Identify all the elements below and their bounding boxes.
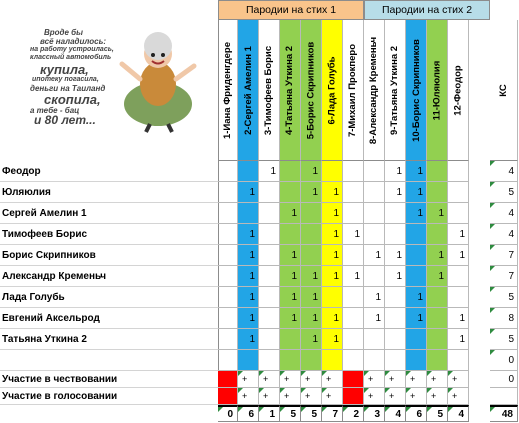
score-cell[interactable]: 1	[406, 308, 427, 329]
participation-cell[interactable]: +	[385, 388, 406, 405]
score-cell[interactable]: 1	[301, 182, 322, 203]
score-cell[interactable]: 1	[238, 182, 259, 203]
participation-cell[interactable]	[218, 388, 238, 405]
participation-cell[interactable]: +	[280, 371, 301, 388]
column-header-label: 3-Тимофеев Борис	[263, 45, 275, 135]
column-total: 4	[448, 405, 469, 422]
row-label	[0, 350, 218, 371]
score-cell[interactable]: 1	[322, 203, 343, 224]
logo-caption-line: Вроде бы	[44, 28, 83, 37]
score-cell[interactable]	[343, 161, 364, 182]
score-cell[interactable]	[218, 245, 238, 266]
score-cell[interactable]: 4	[490, 224, 518, 245]
score-cell[interactable]: 1	[238, 308, 259, 329]
comment-flag-icon	[238, 407, 243, 412]
participation-cell[interactable]: +	[427, 388, 448, 405]
score-cell[interactable]: 1	[280, 308, 301, 329]
comment-flag-icon	[490, 245, 495, 250]
column-total: 4	[385, 405, 406, 422]
score-cell[interactable]: 1	[406, 161, 427, 182]
score-cell[interactable]	[385, 308, 406, 329]
score-cell[interactable]	[385, 350, 406, 371]
comment-flag-icon	[406, 371, 411, 376]
score-cell[interactable]: 1	[280, 203, 301, 224]
participation-cell[interactable]: +	[259, 371, 280, 388]
column-header	[427, 20, 448, 161]
column-header	[280, 20, 301, 161]
score-cell[interactable]: 5	[490, 182, 518, 203]
score-cell[interactable]	[343, 287, 364, 308]
score-cell[interactable]	[218, 329, 238, 350]
score-cell[interactable]	[238, 161, 259, 182]
score-cell[interactable]	[448, 203, 469, 224]
comment-flag-icon	[490, 182, 495, 187]
score-cell[interactable]	[448, 161, 469, 182]
score-cell[interactable]	[301, 203, 322, 224]
participation-cell[interactable]: +	[238, 371, 259, 388]
comment-flag-icon	[448, 407, 453, 412]
score-cell[interactable]	[280, 182, 301, 203]
participation-cell[interactable]: +	[322, 371, 343, 388]
score-cell[interactable]	[218, 182, 238, 203]
score-cell[interactable]	[322, 161, 343, 182]
column-header	[448, 20, 469, 161]
comment-flag-icon	[490, 203, 495, 208]
column-header	[385, 20, 406, 161]
score-cell[interactable]: 5	[490, 329, 518, 350]
comment-flag-icon	[259, 371, 264, 376]
score-cell[interactable]	[427, 350, 448, 371]
score-cell[interactable]	[259, 203, 280, 224]
score-cell[interactable]: 1	[280, 287, 301, 308]
score-cell[interactable]	[322, 350, 343, 371]
participation-row-label: Участие в чествовании	[0, 371, 218, 388]
comment-flag-icon	[490, 407, 495, 412]
score-cell[interactable]	[427, 329, 448, 350]
comment-flag-icon	[427, 407, 432, 412]
column-header-label: 6-Лада Голубь	[326, 56, 338, 124]
score-cell[interactable]	[385, 287, 406, 308]
comment-flag-icon	[280, 407, 285, 412]
column-total: 3	[364, 405, 385, 422]
participation-cell[interactable]: +	[406, 388, 427, 405]
score-cell[interactable]	[322, 287, 343, 308]
participation-row-label: Участие в голосовании	[0, 388, 218, 405]
score-cell[interactable]	[259, 287, 280, 308]
score-cell[interactable]: 1	[322, 308, 343, 329]
score-cell[interactable]	[343, 308, 364, 329]
score-cell[interactable]	[218, 224, 238, 245]
score-cell[interactable]	[218, 287, 238, 308]
score-cell[interactable]: 1	[343, 266, 364, 287]
score-cell[interactable]	[238, 203, 259, 224]
score-cell[interactable]: 5	[490, 287, 518, 308]
row-label: Юляюлия	[0, 182, 218, 203]
score-cell[interactable]	[364, 182, 385, 203]
comment-flag-icon	[364, 407, 369, 412]
score-cell[interactable]	[385, 329, 406, 350]
score-cell[interactable]: 1	[385, 161, 406, 182]
logo-caption-line: деньги на Таиланд	[30, 84, 106, 93]
participation-cell[interactable]: +	[238, 388, 259, 405]
comment-flag-icon	[490, 329, 495, 334]
column-header	[364, 20, 385, 161]
comment-flag-icon	[218, 407, 223, 412]
comment-flag-icon	[301, 371, 306, 376]
score-cell[interactable]	[280, 350, 301, 371]
score-cell[interactable]: 1	[343, 224, 364, 245]
column-header-label: КС	[497, 83, 509, 97]
participation-cell[interactable]: +	[364, 371, 385, 388]
column-total: 5	[280, 405, 301, 422]
column-header	[343, 20, 364, 161]
score-cell[interactable]: 7	[490, 266, 518, 287]
score-cell[interactable]: 1	[238, 224, 259, 245]
score-cell[interactable]	[427, 308, 448, 329]
row-label: Сергей Амелин 1	[0, 203, 218, 224]
score-cell[interactable]	[385, 203, 406, 224]
comment-flag-icon	[259, 407, 264, 412]
score-cell[interactable]: 1	[448, 308, 469, 329]
score-cell[interactable]	[427, 287, 448, 308]
comment-flag-icon	[490, 287, 495, 292]
column-total: 6	[406, 405, 427, 422]
score-cell[interactable]	[448, 350, 469, 371]
score-cell[interactable]	[301, 350, 322, 371]
row-label: Татьяна Уткина 2	[0, 329, 218, 350]
participation-cell[interactable]: +	[448, 371, 469, 388]
participation-total	[490, 388, 518, 405]
score-cell[interactable]	[406, 350, 427, 371]
score-cell[interactable]: 1	[448, 329, 469, 350]
participation-cell[interactable]: +	[427, 371, 448, 388]
group-header-verse-2: Пародии на стих 2	[364, 0, 490, 20]
column-header	[218, 20, 238, 161]
column-total: 1	[259, 405, 280, 422]
score-cell[interactable]	[427, 182, 448, 203]
row-label: Евгений Аксельрод	[0, 308, 218, 329]
participation-cell[interactable]	[218, 371, 238, 388]
score-cell[interactable]	[259, 266, 280, 287]
score-cell[interactable]: 1	[238, 245, 259, 266]
score-cell[interactable]	[343, 245, 364, 266]
score-cell[interactable]	[218, 203, 238, 224]
column-header-label: 1-Иана Фриденгдере	[222, 41, 233, 139]
row-label: Александр Кременьч	[0, 266, 218, 287]
score-cell[interactable]	[427, 161, 448, 182]
column-total: 2	[343, 405, 364, 422]
score-cell[interactable]	[343, 203, 364, 224]
score-cell[interactable]	[259, 182, 280, 203]
score-cell[interactable]: 1	[259, 161, 280, 182]
participation-cell[interactable]: +	[322, 388, 343, 405]
comment-flag-icon	[406, 407, 411, 412]
score-cell[interactable]	[406, 245, 427, 266]
column-header-label: 11-Юляюлия	[431, 60, 443, 120]
score-cell[interactable]	[364, 203, 385, 224]
score-cell[interactable]	[343, 329, 364, 350]
score-cell[interactable]	[280, 161, 301, 182]
participation-cell[interactable]: +	[301, 371, 322, 388]
score-cell[interactable]: 1	[427, 266, 448, 287]
comment-flag-icon	[238, 388, 243, 393]
column-header	[301, 20, 322, 161]
score-cell[interactable]: 4	[490, 203, 518, 224]
column-total: 0	[218, 405, 238, 422]
comment-flag-icon	[427, 371, 432, 376]
score-cell[interactable]: 1	[427, 203, 448, 224]
column-header-label: 9-Татьяна Уткина 2	[389, 45, 401, 135]
participation-cell[interactable]: +	[406, 371, 427, 388]
participation-cell[interactable]: +	[385, 371, 406, 388]
score-cell[interactable]: 4	[490, 161, 518, 182]
row-label: Лада Голубь	[0, 287, 218, 308]
column-header-label: 10-Борис Скрипников	[410, 38, 422, 142]
comment-flag-icon	[385, 407, 390, 412]
column-header	[322, 20, 343, 161]
comment-flag-icon	[238, 371, 243, 376]
comment-flag-icon	[490, 161, 495, 166]
score-cell[interactable]: 1	[280, 245, 301, 266]
score-cell[interactable]: 1	[385, 182, 406, 203]
score-cell[interactable]	[448, 182, 469, 203]
comment-flag-icon	[364, 371, 369, 376]
score-cell[interactable]: 1	[301, 308, 322, 329]
score-cell[interactable]	[238, 350, 259, 371]
logo-caption-line: всё наладилось:	[40, 37, 107, 46]
column-header	[490, 20, 518, 161]
logo-caption-line: ипотеку погасила,	[32, 76, 99, 83]
score-cell[interactable]: 1	[364, 287, 385, 308]
score-cell[interactable]: 1	[322, 182, 343, 203]
column-header-label: 7-Михаил Прокперо	[347, 43, 359, 137]
comment-flag-icon	[448, 371, 453, 376]
column-total: 48	[490, 405, 518, 422]
participation-cell[interactable]: +	[448, 388, 469, 405]
comment-flag-icon	[490, 350, 495, 355]
score-cell[interactable]: 1	[385, 266, 406, 287]
column-header-label: 4-Татьяна Уткина 2	[284, 45, 296, 135]
score-cell[interactable]	[406, 266, 427, 287]
score-cell[interactable]: 1	[322, 266, 343, 287]
logo-image	[18, 24, 208, 134]
score-cell[interactable]: 1	[238, 329, 259, 350]
score-cell[interactable]: 1	[301, 161, 322, 182]
column-header-label: 2-Сергей Амелин 1	[242, 45, 254, 135]
logo-caption-line: классный автомобиль	[30, 54, 112, 61]
logo-caption-line: скопила,	[44, 92, 101, 107]
score-cell[interactable]	[364, 329, 385, 350]
score-cell[interactable]	[259, 245, 280, 266]
score-cell[interactable]: 1	[238, 287, 259, 308]
comment-flag-icon	[427, 388, 432, 393]
logo-caption-line: на работу устроилась,	[30, 46, 114, 53]
score-cell[interactable]	[280, 224, 301, 245]
score-cell[interactable]: 1	[364, 308, 385, 329]
score-cell[interactable]: 1	[406, 182, 427, 203]
comment-flag-icon	[490, 266, 495, 271]
score-cell[interactable]	[364, 161, 385, 182]
score-cell[interactable]	[218, 350, 238, 371]
comment-flag-icon	[322, 407, 327, 412]
score-cell[interactable]	[301, 224, 322, 245]
column-total: 6	[238, 405, 259, 422]
score-cell[interactable]	[259, 329, 280, 350]
score-cell[interactable]: 1	[301, 287, 322, 308]
logo-caption-line: и 80 лет...	[34, 113, 96, 127]
score-cell[interactable]	[343, 350, 364, 371]
score-cell[interactable]: 1	[322, 329, 343, 350]
column-header-label: 5-Борис Скрипников	[305, 41, 317, 139]
comment-flag-icon	[322, 371, 327, 376]
score-cell[interactable]: 1	[301, 266, 322, 287]
score-cell[interactable]: 7	[490, 245, 518, 266]
score-cell[interactable]: 1	[427, 245, 448, 266]
score-cell[interactable]	[280, 329, 301, 350]
score-cell[interactable]: 1	[280, 266, 301, 287]
score-cell[interactable]	[448, 287, 469, 308]
comment-flag-icon	[280, 371, 285, 376]
comment-flag-icon	[343, 407, 348, 412]
comment-flag-icon	[490, 224, 495, 229]
comment-flag-icon	[322, 388, 327, 393]
score-cell[interactable]: 1	[364, 245, 385, 266]
score-cell[interactable]: 1	[406, 287, 427, 308]
group-header-verse-1: Пародии на стих 1	[218, 0, 364, 20]
score-cell[interactable]	[218, 161, 238, 182]
score-cell[interactable]: 8	[490, 308, 518, 329]
participation-cell[interactable]: +	[301, 388, 322, 405]
comment-flag-icon	[385, 371, 390, 376]
comment-flag-icon	[301, 388, 306, 393]
row-label: Феодор	[0, 161, 218, 182]
column-header-label: 12-Феодор	[452, 64, 464, 116]
participation-cell[interactable]	[343, 371, 364, 388]
comment-flag-icon	[490, 308, 495, 313]
score-cell[interactable]	[259, 224, 280, 245]
score-cell[interactable]	[259, 350, 280, 371]
score-cell[interactable]	[385, 224, 406, 245]
participation-cell[interactable]: +	[259, 388, 280, 405]
score-cell[interactable]: 1	[385, 245, 406, 266]
score-cell[interactable]	[301, 245, 322, 266]
comment-flag-icon	[364, 388, 369, 393]
logo-caption-line: купила,	[40, 62, 89, 77]
score-cell[interactable]	[406, 224, 427, 245]
comment-flag-icon	[259, 388, 264, 393]
score-cell[interactable]	[427, 224, 448, 245]
score-cell[interactable]	[406, 329, 427, 350]
score-cell[interactable]: 1	[448, 224, 469, 245]
score-cell[interactable]	[448, 266, 469, 287]
row-label: Тимофеев Борис	[0, 224, 218, 245]
score-cell[interactable]	[364, 266, 385, 287]
column-header	[238, 20, 259, 161]
score-cell[interactable]	[364, 224, 385, 245]
score-cell[interactable]: 1	[238, 266, 259, 287]
score-cell[interactable]: 1	[301, 329, 322, 350]
column-header	[259, 20, 280, 161]
logo-caption-line: а тебе - бац	[30, 106, 80, 115]
column-total: 5	[301, 405, 322, 422]
column-header-label: 8-Александр Кременьч	[368, 36, 380, 144]
participation-total: 0	[490, 371, 518, 388]
column-header	[406, 20, 427, 161]
comment-flag-icon	[448, 388, 453, 393]
score-cell[interactable]: 1	[406, 203, 427, 224]
score-cell[interactable]	[218, 308, 238, 329]
score-cell[interactable]	[364, 350, 385, 371]
row-label: Борис Скрипников	[0, 245, 218, 266]
score-cell[interactable]: 0	[490, 350, 518, 371]
participation-cell[interactable]: +	[364, 388, 385, 405]
comment-flag-icon	[280, 388, 285, 393]
column-total: 5	[427, 405, 448, 422]
comment-flag-icon	[406, 388, 411, 393]
comment-flag-icon	[301, 407, 306, 412]
comment-flag-icon	[385, 388, 390, 393]
column-total: 7	[322, 405, 343, 422]
score-cell[interactable]	[218, 266, 238, 287]
score-cell[interactable]: 1	[322, 224, 343, 245]
participation-cell[interactable]: +	[280, 388, 301, 405]
score-cell[interactable]: 1	[322, 245, 343, 266]
score-cell[interactable]	[259, 308, 280, 329]
score-cell[interactable]: 1	[448, 245, 469, 266]
score-cell[interactable]	[343, 182, 364, 203]
participation-cell[interactable]	[343, 388, 364, 405]
